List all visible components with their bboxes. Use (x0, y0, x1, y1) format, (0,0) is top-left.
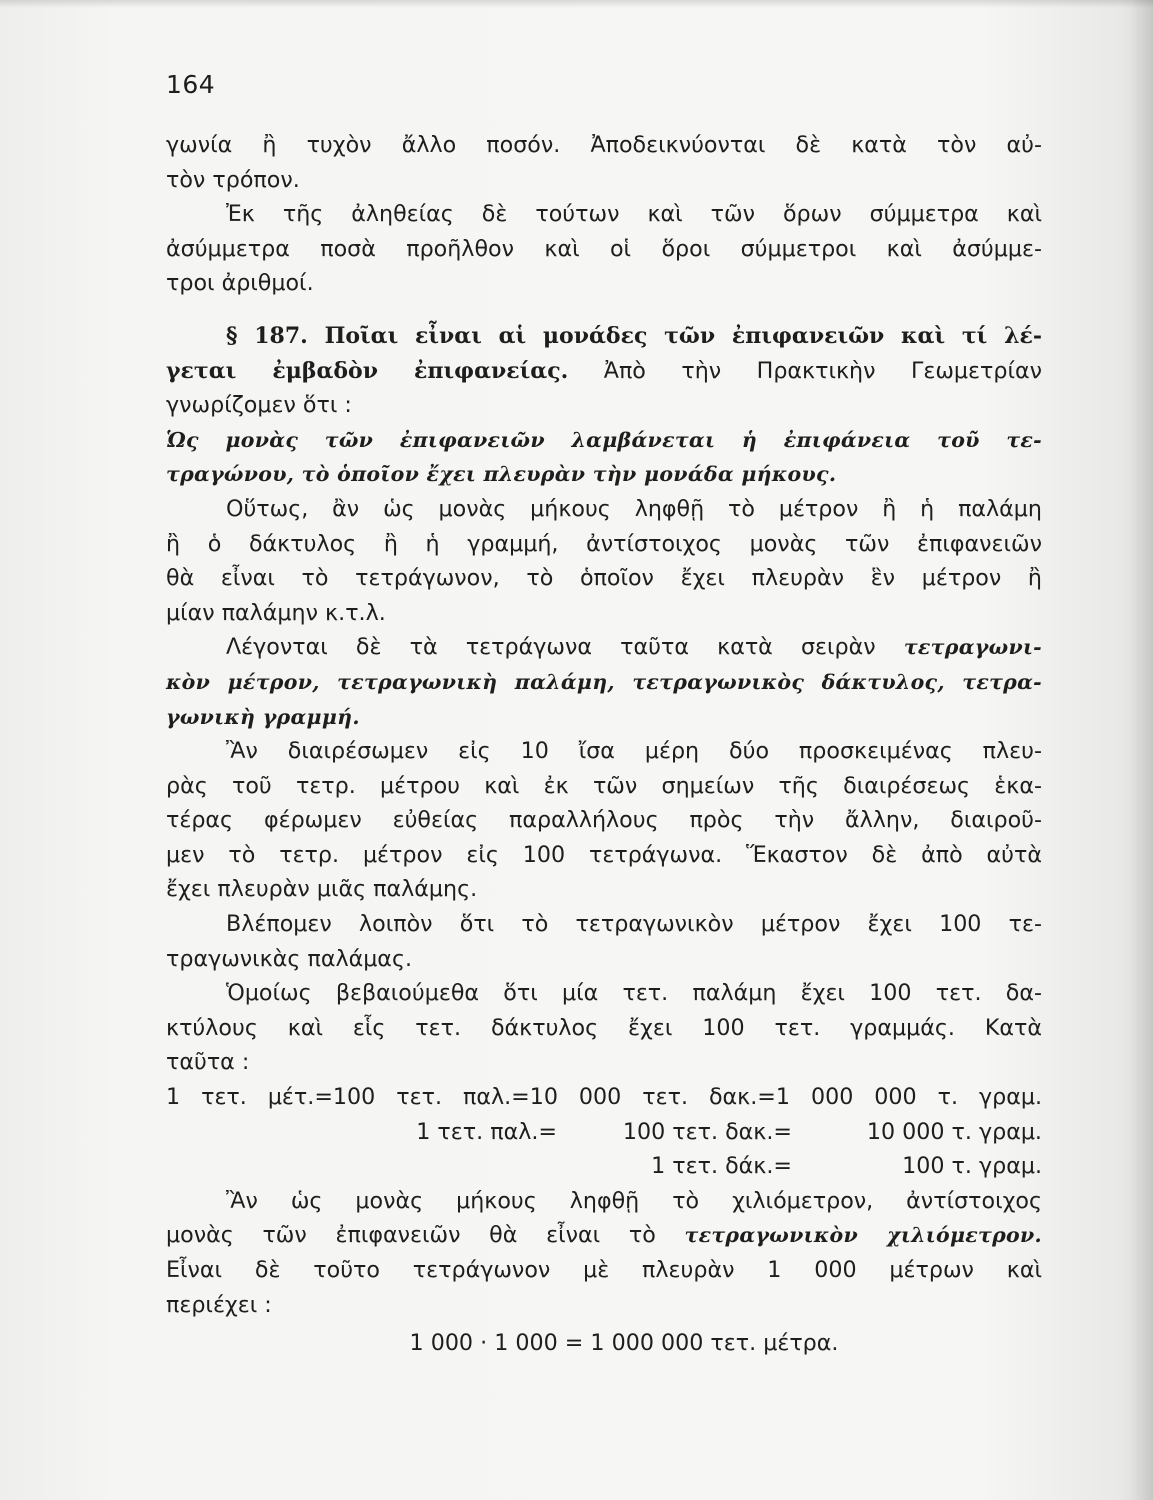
text-line: Ἐκ τῆς ἀληθείας δὲ τούτων καὶ τῶν ὅρων σύμμετρα καὶ (226, 201, 1042, 228)
term-emphasis: τετραγωνι- (903, 635, 1042, 660)
term-list-line: κὸν μέτρον, τετραγωνικὴ παλάμη, τετραγωνικὸς δάκτυλος, τετρα- (166, 669, 1042, 694)
equation-cell: 1 τετ. δάκ.= (651, 1153, 792, 1180)
text-line: Εἶναι δὲ τοῦτο τετράγωνον μὲ πλευρὰν 1 000 μέτρων καὶ (166, 1257, 1042, 1283)
final-equation: 1 000 · 1 000 = 1 000 000 τετ. μέτρα. (409, 1330, 839, 1357)
term-emphasis: τετραγωνικὸν χιλιόμετρον. (684, 1223, 1042, 1248)
equation-cell: 1 τετ. παλ.= (416, 1118, 557, 1145)
text-line: περιέχει : (166, 1291, 272, 1318)
text-line: τραγωνικὰς παλάμας. (166, 945, 413, 972)
text-line: Βλέπομεν λοιπὸν ὅτι τὸ τετραγωνικὸν μέτρον ἔχει 100 τε- (226, 911, 1042, 938)
text-line (166, 630, 1042, 665)
text-line: τέρας φέρωμεν εὐθείας παραλλήλους πρὸς τὴν ἄλλην, διαιροῦ- (166, 807, 1042, 834)
text-line: γωνία ἢ τυχὸν ἄλλο ποσόν. Ἀποδεικνύονται δὲ κατὰ τὸν αὐ- (166, 132, 1042, 158)
equation-cell: 10 000 τ. γραμ. (866, 1118, 1042, 1145)
section-heading-line-2 (166, 354, 1042, 389)
text-line (166, 1218, 1042, 1253)
text-fragment: μονὰς τῶν ἐπιφανειῶν θὰ εἶναι τὸ (166, 1222, 685, 1249)
text-line: ἔχει πλευρὰν μιᾶς παλάμης. (166, 876, 478, 903)
text-line: θὰ εἶναι τὸ τετράγωνον, τὸ ὁποῖον ἔχει πλευρὰν ἓν μέτρον ἢ (166, 565, 1042, 592)
equation-row (166, 1115, 1042, 1150)
definition-line: τραγώνου, τὸ ὁποῖον ἔχει πλευρὰν τὴν μονάδα μήκους. (166, 462, 837, 487)
equation-row (166, 1149, 1042, 1184)
page-body (166, 128, 1042, 1361)
text-fragment: Ἀπὸ τὴν Πρακτικὴν Γεωμετρίαν (568, 357, 1042, 384)
text-line: κτύλους καὶ εἷς τετ. δάκτυλος ἔχει 100 τετ. γραμμάς. Κατὰ (166, 1014, 1042, 1041)
text-line: Ὁμοίως βεβαιούμεθα ὅτι μία τετ. παλάμη ἔχει 100 τετ. δα- (226, 980, 1042, 1007)
equation-cell: 100 τετ. δακ.= (622, 1118, 792, 1145)
section-heading-continued: γεται ἐμβαδὸν ἐπιφανείας. (166, 357, 569, 384)
text-line: ταῦτα : (166, 1049, 250, 1076)
text-line: μίαν παλάμην κ.τ.λ. (166, 599, 386, 626)
text-line: ρὰς τοῦ τετρ. μέτρου καὶ ἐκ τῶν σημείων τῆς διαιρέσεως ἑκα- (166, 772, 1042, 799)
text-line: ἀσύμμετρα ποσὰ προῆλθον καὶ οἱ ὅροι σύμμετροι καὶ ἀσύμμε- (166, 235, 1042, 262)
page-right-shadow (1131, 0, 1153, 1500)
section-heading: § 187. Ποῖαι εἶναι αἱ μονάδες τῶν ἐπιφανειῶν καὶ τί λέ- (226, 322, 1042, 349)
definition-line: Ὡς μονὰς τῶν ἐπιφανειῶν λαμβάνεται ἡ ἐπιφάνεια τοῦ τε- (166, 427, 1042, 452)
term-list-line: γωνικὴ γραμμή. (166, 704, 360, 729)
text-line: Ἂν διαιρέσωμεν εἰς 10 ἴσα μέρη δύο προσκειμένας πλευ- (226, 738, 1042, 765)
text-line: Οὕτως, ἂν ὡς μονὰς μήκους ληφθῇ τὸ μέτρον ἢ ἡ παλάμη (226, 495, 1042, 522)
text-line: τροι ἀριθμοί. (166, 270, 314, 297)
page-top-edge (0, 0, 1153, 8)
text-line: ἢ ὁ δάκτυλος ἢ ἡ γραμμή, ἀντίστοιχος μονὰς τῶν ἐπιφανειῶν (166, 530, 1042, 557)
text-line: τὸν τρόπον. (166, 166, 300, 193)
text-line: Ἂν ὡς μονὰς μήκους ληφθῇ τὸ χιλιόμετρον, ἀντίστοιχος (226, 1187, 1042, 1214)
text-fragment: Λέγονται δὲ τὰ τετράγωνα ταῦτα κατὰ σειρὰν (226, 634, 904, 661)
paragraph-gap (166, 301, 1042, 319)
equation-cell: 100 τ. γραμ. (902, 1153, 1042, 1180)
page-number: 164 (166, 70, 216, 99)
equation-row: 1 τετ. μέτ.=100 τετ. παλ.=10 000 τετ. δακ.=1 000 000 τ. γραμ. (166, 1084, 1042, 1111)
text-line: γνωρίζομεν ὅτι : (166, 392, 352, 419)
text-line: μεν τὸ τετρ. μέτρον εἰς 100 τετράγωνα. Ἕκαστον δὲ ἀπὸ αὐτὰ (166, 841, 1042, 868)
